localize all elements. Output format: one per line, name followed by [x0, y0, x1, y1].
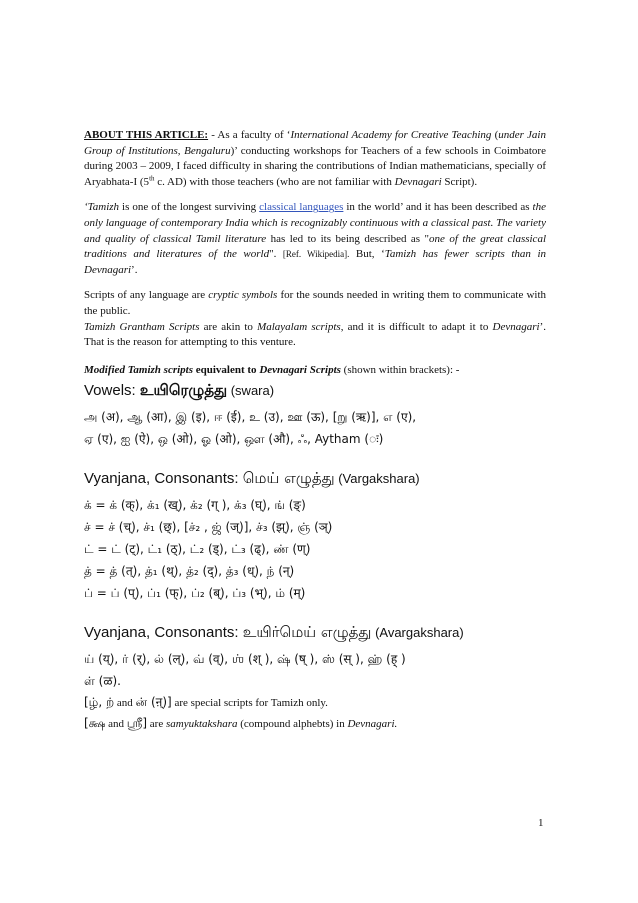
vargakshara-row-tha: த் = த் (त्), த்₁ (थ्), த்₂ (द्), த்₃ (ध्), ந் (न्) — [84, 564, 295, 579]
vowels-row-1: அ (अ), ஆ (आ), இ (इ), ஈ (ई), உ (उ), ஊ (ऊ), [று (ऋ)], எ (ए), — [84, 410, 417, 425]
vargakshara-row-ta: ட் = ட் (ट्), ட்₁ (ठ्), ட்₂ (ड्), ட்₃ (ढ्), ண் (ण्) — [84, 542, 311, 557]
avargakshara-row-2: ள் (ळ). — [84, 674, 121, 689]
vowels-heading: Vowels: உயிரெழுத்து (swara) — [84, 381, 275, 400]
vargakshara-row-ka: க் = க் (क्), க்₁ (ख्), க்₂ (ग् ), க்₃ (घ्), ங் (ङ्) — [84, 498, 306, 513]
samyuktakshara-note: [க்ஷ and ஸ்ரீ] are samyuktakshara (compound alphebts) in Devnagari. — [84, 716, 398, 731]
classical-languages-link[interactable]: classical languages — [259, 201, 344, 214]
avargakshara-heading: Vyanjana, Consonants: உயிர்மெய் எழுத்து (Avargakshara) — [84, 623, 464, 642]
special-scripts-note: [ழ், ற் and ன் (ऩ्)] are special scripts for Tamizh only. — [84, 695, 328, 710]
page-number: 1 — [538, 817, 544, 829]
avargakshara-row-1: ய் (य्), ர் (र्), ல் (ल्), வ் (व्), ஶ் (श् ), ஷ் (ष् ), ஸ் (स् ), ஹ் (ह् ) — [84, 652, 406, 667]
modified-scripts-line: Modified Tamizh scripts equivalent to Devnagari Scripts (shown within brackets): - — [84, 363, 460, 376]
wikipedia-ref: [Ref. Wikipedia]. — [282, 249, 350, 260]
tamizh-paragraph: ‘Tamizh is one of the longest surviving classical languages in the world’ and it has been described as the only language of contemporary India which is recognizably continuous with a classical past. The variety and quality of classical Tamil literature has led to its being described as "one of the great classical traditions and literatures of the world". [Ref. Wikipedia]. But, ‘Tamizh has fewer scripts than in Devnagari’. — [84, 201, 547, 276]
vowels-row-2: ஏ (ए), ஐ (ऐ), ஒ (ओ), ஓ (ओ), ஔ (औ), ஃ, Aytham (ः) — [84, 432, 384, 447]
about-paragraph: ABOUT THIS ARTICLE: - As a faculty of ‘International Academy for Creative Teaching (under Jain Group of Institutions, Bengaluru)’ conducting workshops for Teachers of a few schools in Coimbatore during 2003 – 2009, I faced difficulty in sharing the contributions of Indian mathematicians, specially of Aryabhata-I (5th c. AD) with those teachers (who are not familiar with Devnagari Script). — [84, 129, 546, 188]
about-heading: ABOUT THIS ARTICLE: — [84, 129, 209, 141]
scripts-paragraph: Scripts of any language are cryptic symbols for the sounds needed in writing them to communicate with the public. Tamizh Grantham Scripts are akin to Malayalam scripts, and it is difficult to adapt it to Devnagari’. That is the reason for attempting to this venture. — [84, 289, 547, 349]
vargakshara-heading: Vyanjana, Consonants: மெய் எழுத்து (Vargakshara) — [84, 469, 420, 488]
document-page — [84, 128, 546, 734]
vargakshara-row-cha: ச் = ச் (च्), ச்₁ (छ्), [ச்₂ , ஜ் (ज्)], ச்₃ (झ्), ஞ் (ञ्) — [84, 520, 333, 535]
vargakshara-row-pa: ப் = ப் (प्), ப்₁ (फ्), ப்₂ (ब्), ப்₃ (भ्), ம் (म्) — [84, 586, 306, 601]
